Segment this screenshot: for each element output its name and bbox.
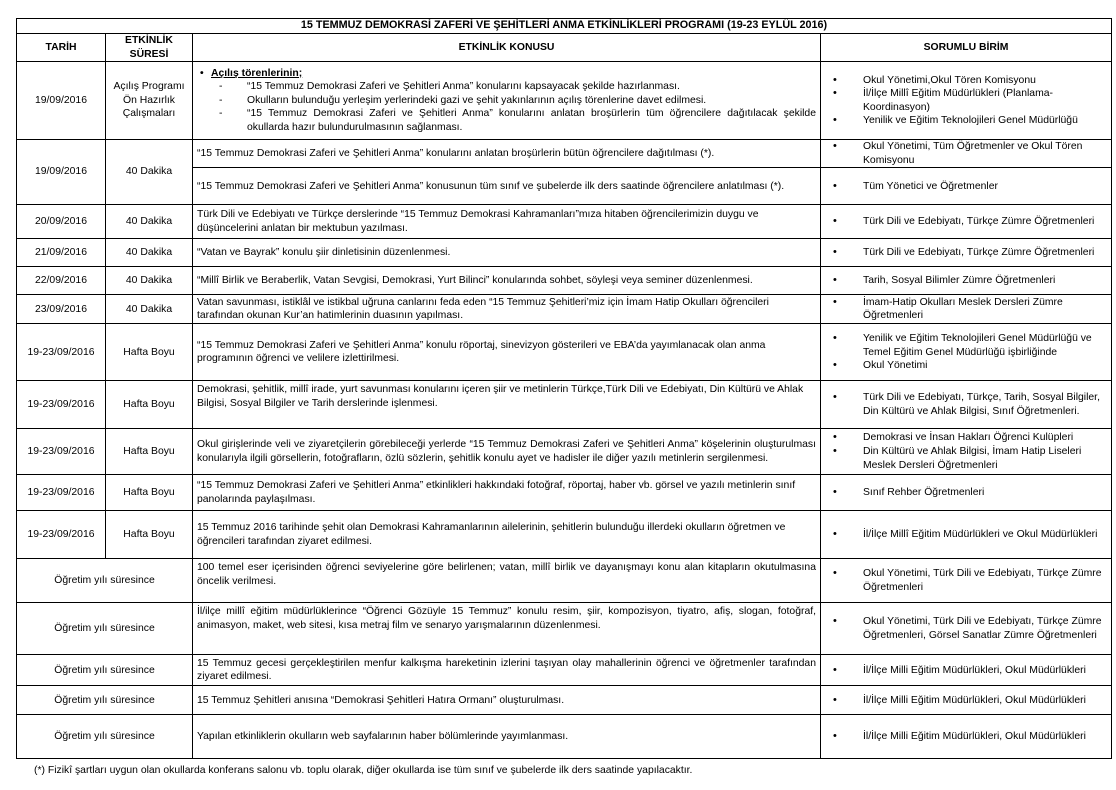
topic-item: - “15 Temmuz Demokrasi Zaferi ve Şehitleri Anma” konularını anlatan broşürlerin tüm öğrencilere dağıtılacak şekilde okullarda hazır bulundurulmasının sağlanması. — [247, 107, 816, 134]
period-cell: Öğretim yılı süresince — [17, 715, 193, 759]
table-row — [17, 511, 1112, 559]
responsible-item: • Okul Yönetimi, Türk Dili ve Edebiyatı, Türkçe Zümre Öğretmenleri, Görsel Sanatlar Zümre Öğretmenleri — [863, 615, 1107, 642]
table-row — [17, 429, 1112, 475]
topic-lead: • Açılış törenlerinin; — [197, 67, 816, 81]
responsible-item: • Din Kültürü ve Ahlak Bilgisi, İmam Hatip Liseleri Meslek Dersleri Öğretmenleri — [863, 445, 1107, 472]
table-row — [17, 655, 1112, 686]
topic-cell: “Vatan ve Bayrak” konulu şiir dinletisinin düzenlenmesi. — [193, 239, 821, 267]
responsible-item: • Okul Yönetimi,Okul Tören Komisyonu — [863, 74, 1107, 88]
table-row — [17, 324, 1112, 381]
topic-item: - “15 Temmuz Demokrasi Zaferi ve Şehitleri Anma” konularını kapsayacak şekilde hazırlanması. — [247, 80, 816, 94]
date-cell: 22/09/2016 — [17, 267, 106, 295]
responsible-cell — [821, 324, 1112, 381]
responsible-item: • İl/İlçe Milli Eğitim Müdürlükleri, Okul Müdürlükleri — [863, 730, 1107, 744]
header-date: TARİH — [17, 34, 106, 62]
topic-cell: 100 temel eser içerisinden öğrenci seviyelerine göre belirlenen; vatan, millî birlik ve dayanışmayı konu alan kitapların okutulmasına öncelik verilmesi. — [193, 559, 821, 603]
responsible-item: • Okul Yönetimi, Türk Dili ve Edebiyatı, Türkçe Zümre Öğretmenleri — [863, 567, 1107, 594]
document-page — [16, 18, 1111, 776]
duration-cell: Hafta Boyu — [106, 511, 193, 559]
period-cell: Öğretim yılı süresince — [17, 655, 193, 686]
date-cell: 19-23/09/2016 — [17, 429, 106, 475]
header-topic: ETKİNLİK KONUSU — [193, 34, 821, 62]
topic-list — [197, 80, 816, 134]
date-cell: 20/09/2016 — [17, 205, 106, 239]
topic-item: - Okulların bulunduğu yerleşim yerlerindeki gazi ve şehit yakınlarının açılış törenlerine davet edilmesi. — [247, 94, 816, 108]
table-row — [17, 62, 1112, 140]
duration-cell: 40 Dakika — [106, 267, 193, 295]
program-table — [16, 18, 1112, 759]
period-cell: Öğretim yılı süresince — [17, 686, 193, 715]
date-cell: 21/09/2016 — [17, 239, 106, 267]
responsible-cell — [821, 475, 1112, 511]
duration-cell: 40 Dakika — [106, 295, 193, 324]
responsible-item: • Yenilik ve Eğitim Teknolojileri Genel Müdürlüğü — [863, 114, 1107, 128]
responsible-cell — [821, 62, 1112, 140]
period-cell: Öğretim yılı süresince — [17, 603, 193, 655]
responsible-cell — [821, 655, 1112, 686]
table-row — [17, 475, 1112, 511]
responsible-item: • Okul Yönetimi, Tüm Öğretmenler ve Okul Tören Komisyonu — [863, 140, 1107, 167]
date-cell: 19-23/09/2016 — [17, 475, 106, 511]
period-cell: Öğretim yılı süresince — [17, 559, 193, 603]
topic-cell: “Millî Birlik ve Beraberlik, Vatan Sevgisi, Demokrasi, Yurt Bilinci” konularında sohbet, söyleşi veya seminer düzenlenmesi. — [193, 267, 821, 295]
topic-cell: Demokrasi, şehitlik, millî irade, yurt savunması konularını içeren şiir ve metinlerin Türkçe,Türk Dili ve Edebiyatı, Din Kültürü ve Ahlak Bilgisi, Sosyal Bilgiler ve Tarih derslerinde işlenmesi. — [193, 381, 821, 429]
topic-cell: “15 Temmuz Demokrasi Zaferi ve Şehitleri Anma” konularını anlatan broşürlerin bütün öğrencilere dağıtılması (*). — [193, 140, 821, 168]
table-row — [17, 715, 1112, 759]
table-row — [17, 295, 1112, 324]
date-cell: 19-23/09/2016 — [17, 381, 106, 429]
topic-cell: “15 Temmuz Demokrasi Zaferi ve Şehitleri Anma” etkinlikleri hakkındaki fotoğraf, röportaj, haber vb. görsel ve yazılı metinlerin sınıf panolarında paylaşılması. — [193, 475, 821, 511]
responsible-item: • Sınıf Rehber Öğretmenleri — [863, 486, 1107, 500]
responsible-cell — [821, 511, 1112, 559]
table-row — [17, 239, 1112, 267]
topic-cell: İl/ilçe millî eğitim müdürlüklerince “Öğrenci Gözüyle 15 Temmuz” konulu resim, şiir, kompozisyon, tiyatro, afiş, slogan, fotoğraf, animasyon, maket, web sitesi, kısa metraj film ve senaryo yarışmalarının düzenlenmesi. — [193, 603, 821, 655]
table-row — [17, 686, 1112, 715]
table-row — [17, 381, 1112, 429]
responsible-item: • Türk Dili ve Edebiyatı, Türkçe Zümre Öğretmenleri — [863, 215, 1107, 229]
responsible-item: • İl/İlçe Millî Eğitim Müdürlükleri ve Okul Müdürlükleri — [863, 528, 1107, 542]
date-cell: 19/09/2016 — [17, 140, 106, 205]
topic-cell: Yapılan etkinliklerin okulların web sayfalarının haber bölümlerinde yayımlanması. — [193, 715, 821, 759]
table-row — [17, 205, 1112, 239]
responsible-item: • İmam-Hatip Okulları Meslek Dersleri Zümre Öğretmenleri — [863, 296, 1107, 323]
topic-cell: Vatan savunması, istiklâl ve istikbal uğruna canlarını feda eden “15 Temmuz Şehitleri’miz için İmam Hatip Okulları öğrencileri tarafından okunan Kur’an hatimlerinin duasının yapılması. — [193, 295, 821, 324]
header-duration: ETKİNLİK SÜRESİ — [106, 34, 193, 62]
responsible-item: • Türk Dili ve Edebiyatı, Türkçe, Tarih, Sosyal Bilgiler, Din Kültürü ve Ahlak Bilgisi, Sınıf Öğretmenleri. — [863, 391, 1107, 418]
responsible-item: • Demokrasi ve İnsan Hakları Öğrenci Kulüpleri — [863, 431, 1107, 445]
responsible-cell — [821, 381, 1112, 429]
responsible-cell — [821, 603, 1112, 655]
topic-cell: 15 Temmuz 2016 tarihinde şehit olan Demokrasi Kahramanlarının ailelerinin, şehitlerin bulunduğu illerdeki okulların öğretmen ve öğrencileri tarafından ziyaret edilmesi. — [193, 511, 821, 559]
date-cell: 23/09/2016 — [17, 295, 106, 324]
date-cell: 19-23/09/2016 — [17, 511, 106, 559]
duration-cell: Hafta Boyu — [106, 429, 193, 475]
responsible-cell — [821, 239, 1112, 267]
responsible-cell — [821, 715, 1112, 759]
topic-cell: Okul girişlerinde veli ve ziyaretçilerin görebileceği yerlerde “15 Temmuz Demokrasi Zaferi ve Şehitleri Anma” köşelerinin oluşturulması konularıyla ilgili görsellerin, fotoğrafların, özlü sözlerin, şehitlik konulu ayet ve hadisler ile diğer yazılı metinlerin sergilenmesi. — [193, 429, 821, 475]
responsible-cell — [821, 295, 1112, 324]
topic-cell: 15 Temmuz Şehitleri anısına “Demokrasi Şehitleri Hatıra Ormanı” oluşturulması. — [193, 686, 821, 715]
table-row — [17, 603, 1112, 655]
duration-cell: Hafta Boyu — [106, 381, 193, 429]
responsible-cell — [821, 559, 1112, 603]
table-row — [17, 559, 1112, 603]
responsible-cell — [821, 267, 1112, 295]
date-cell: 19-23/09/2016 — [17, 324, 106, 381]
responsible-item: • İl/İlçe Millî Eğitim Müdürlükleri (Planlama-Koordinasyon) — [863, 87, 1107, 114]
topic-cell — [193, 62, 821, 140]
duration-cell: Hafta Boyu — [106, 324, 193, 381]
responsible-item: • Türk Dili ve Edebiyatı, Türkçe Zümre Öğretmenleri — [863, 246, 1107, 260]
responsible-item: • İl/İlçe Milli Eğitim Müdürlükleri, Okul Müdürlükleri — [863, 664, 1107, 678]
header-responsible: SORUMLU BİRİM — [821, 34, 1112, 62]
duration-cell: Açılış Programı Ön Hazırlık Çalışmaları — [106, 62, 193, 140]
topic-cell: “15 Temmuz Demokrasi Zaferi ve Şehitleri Anma” konusunun tüm sınıf ve şubelerde ilk ders saatinde öğrencilere anlatılması (*). — [193, 168, 821, 205]
header-row — [17, 34, 1112, 62]
duration-cell: Hafta Boyu — [106, 475, 193, 511]
table-row — [17, 140, 1112, 168]
responsible-cell — [821, 686, 1112, 715]
duration-cell: 40 Dakika — [106, 239, 193, 267]
duration-cell: 40 Dakika — [106, 205, 193, 239]
responsible-item: • Tüm Yönetici ve Öğretmenler — [863, 180, 1107, 194]
date-cell: 19/09/2016 — [17, 62, 106, 140]
responsible-item: • Okul Yönetimi — [863, 359, 1107, 373]
topic-cell: “15 Temmuz Demokrasi Zaferi ve Şehitleri Anma” konulu röportaj, sinevizyon gösterileri ve EBA’da yayımlanacak olan anma programının öğrenci ve velilere izlettirilmesi. — [193, 324, 821, 381]
responsible-cell — [821, 429, 1112, 475]
topic-cell: 15 Temmuz gecesi gerçekleştirilen menfur kalkışma hareketinin izlerini taşıyan olay mahallerinin öğrenci ve öğretmenler tarafından ziyaret edilmesi. — [193, 655, 821, 686]
responsible-cell — [821, 140, 1112, 168]
duration-cell: 40 Dakika — [106, 140, 193, 205]
responsible-cell — [821, 205, 1112, 239]
responsible-item: • İl/İlçe Milli Eğitim Müdürlükleri, Okul Müdürlükleri — [863, 694, 1107, 708]
topic-cell: Türk Dili ve Edebiyatı ve Türkçe derslerinde “15 Temmuz Demokrasi Kahramanları”mıza hitaben öğrencilerimizin duygu ve düşüncelerini anlatan bir mektubun yazılması. — [193, 205, 821, 239]
responsible-cell — [821, 168, 1112, 205]
table-row — [17, 267, 1112, 295]
responsible-item: • Tarih, Sosyal Bilimler Zümre Öğretmenleri — [863, 274, 1107, 288]
table-title: 15 TEMMUZ DEMOKRASİ ZAFERİ VE ŞEHİTLERİ ANMA ETKİNLİKLERİ PROGRAMI (19-23 EYLÜL 2016) — [17, 19, 1112, 34]
responsible-item: • Yenilik ve Eğitim Teknolojileri Genel Müdürlüğü ve Temel Eğitim Genel Müdürlüğü işbirliğinde — [863, 332, 1107, 359]
footnote: (*) Fizikî şartları uygun olan okullarda konferans salonu vb. toplu olarak, diğer okullarda ise tüm sınıf ve şubelerde ilk ders saatinde yapılacaktır. — [34, 765, 693, 777]
